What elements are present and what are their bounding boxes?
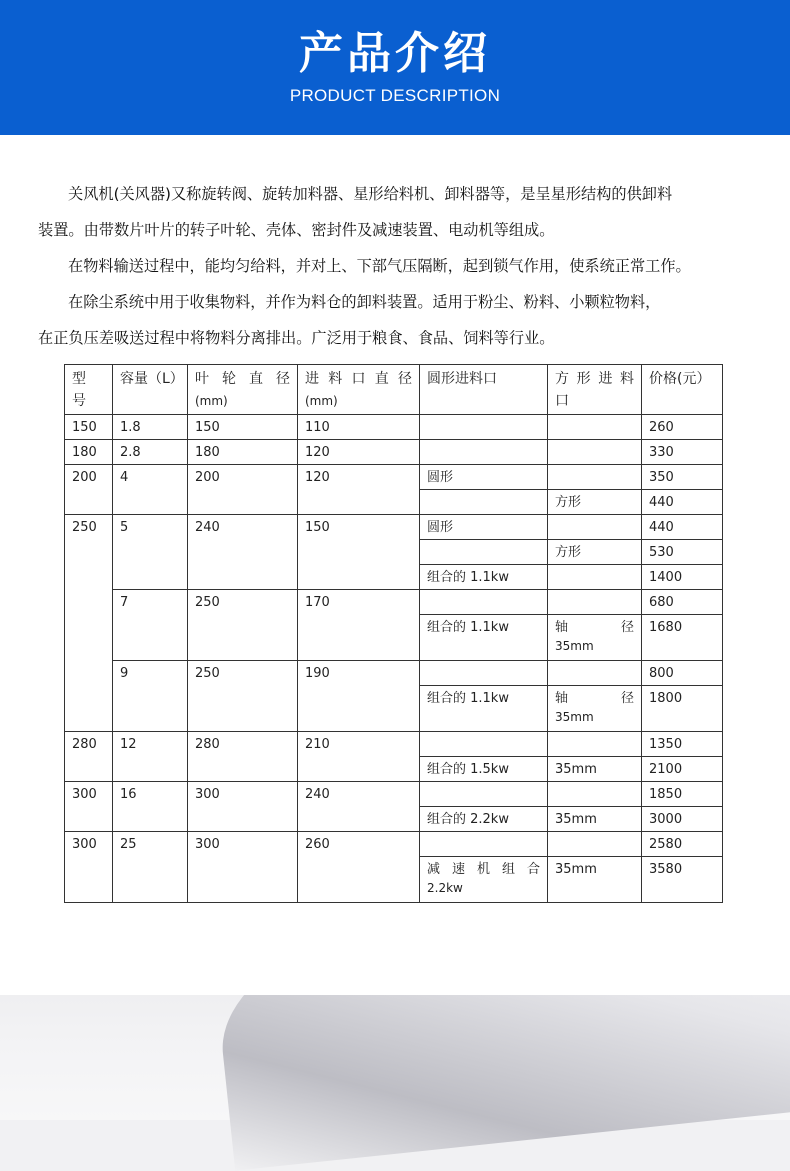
cell-round xyxy=(420,415,548,440)
cell-price: 440 xyxy=(642,490,723,515)
cell-model: 200 xyxy=(65,465,113,515)
cell-square: 35mm xyxy=(548,757,642,782)
header-capacity: 容量（L） xyxy=(113,365,188,415)
cell-capacity: 25 xyxy=(113,832,188,903)
cell-price: 680 xyxy=(642,590,723,615)
intro-paragraph-1-line-2: 装置。由带数片叶片的转子叶轮、壳体、密封件及减速装置、电动机等组成。 xyxy=(38,221,555,239)
cell-capacity: 5 xyxy=(113,515,188,590)
cell-impeller: 300 xyxy=(188,832,298,903)
cell-square: 35mm xyxy=(548,807,642,832)
cell-square: 方形 xyxy=(548,490,642,515)
table-row xyxy=(65,782,723,807)
cell-round xyxy=(420,490,548,515)
cell-inlet: 190 xyxy=(298,661,420,732)
cell-price: 1850 xyxy=(642,782,723,807)
cell-round xyxy=(420,540,548,565)
cell-price: 440 xyxy=(642,515,723,540)
table-row xyxy=(65,732,723,757)
cell-round xyxy=(420,440,548,465)
cell-inlet: 240 xyxy=(298,782,420,832)
cell-square xyxy=(548,732,642,757)
cell-price: 2580 xyxy=(642,832,723,857)
cell-round: 圆形 xyxy=(420,515,548,540)
cell-price: 1400 xyxy=(642,565,723,590)
cell-capacity: 12 xyxy=(113,732,188,782)
cell-round xyxy=(420,732,548,757)
header-inlet-diameter: 进 料 口 直 径 (mm) xyxy=(298,365,420,415)
cell-capacity: 4 xyxy=(113,465,188,515)
shaft-size: 35mm xyxy=(555,710,594,724)
cell-price: 530 xyxy=(642,540,723,565)
cell-price: 260 xyxy=(642,415,723,440)
cell-inlet: 210 xyxy=(298,732,420,782)
cell-round: 圆形 xyxy=(420,465,548,490)
header-round-inlet: 圆形进料口 xyxy=(420,365,548,415)
table-row xyxy=(65,661,723,686)
header-square-inlet: 方 形 进 料 口 xyxy=(548,365,642,415)
cell-inlet: 170 xyxy=(298,590,420,661)
cell-impeller: 200 xyxy=(188,465,298,515)
cell-model: 150 xyxy=(65,415,113,440)
cell-round xyxy=(420,590,548,615)
cell-inlet: 120 xyxy=(298,465,420,515)
cell-square xyxy=(548,782,642,807)
cell-square xyxy=(548,615,642,661)
cell-price: 800 xyxy=(642,661,723,686)
cell-impeller: 250 xyxy=(188,590,298,661)
cell-square xyxy=(548,515,642,540)
diameter-label: 径 xyxy=(620,691,634,706)
cell-square: 方形 xyxy=(548,540,642,565)
cell-square: 35mm xyxy=(548,857,642,903)
cell-round xyxy=(420,832,548,857)
spec-table xyxy=(64,364,723,903)
cell-impeller: 280 xyxy=(188,732,298,782)
cell-round: 组合的 2.2kw xyxy=(420,807,548,832)
cell-square xyxy=(548,590,642,615)
intro-paragraph-2: 在物料输送过程中，能均匀给料，并对上、下部气压隔断，起到锁气作用，使系统正常工作。 xyxy=(68,257,691,275)
cell-square xyxy=(548,832,642,857)
cell-square xyxy=(548,465,642,490)
cell-round xyxy=(420,782,548,807)
cell-price: 2100 xyxy=(642,757,723,782)
cell-inlet: 110 xyxy=(298,415,420,440)
header-price: 价格(元） xyxy=(642,365,723,415)
cell-square xyxy=(548,565,642,590)
table-row xyxy=(65,515,723,540)
shaft-label: 轴 xyxy=(555,620,569,635)
cell-price: 3000 xyxy=(642,807,723,832)
header-model: 型 号 xyxy=(65,365,113,415)
cell-impeller: 150 xyxy=(188,415,298,440)
cell-round: 组合的 1.5kw xyxy=(420,757,548,782)
cell-model: 250 xyxy=(65,515,113,732)
cell-price: 350 xyxy=(642,465,723,490)
cell-round xyxy=(420,661,548,686)
cell-inlet: 150 xyxy=(298,515,420,590)
cell-capacity: 9 xyxy=(113,661,188,732)
table-row xyxy=(65,590,723,615)
cell-impeller: 250 xyxy=(188,661,298,732)
reducer-combo-label: 减 速 机 组 合 xyxy=(427,862,540,877)
cell-price: 1680 xyxy=(642,615,723,661)
header-banner xyxy=(0,0,790,135)
cell-round: 组合的 1.1kw xyxy=(420,615,548,661)
cell-round: 组合的 1.1kw xyxy=(420,565,548,590)
table-header-row xyxy=(65,365,723,415)
table-row xyxy=(65,415,723,440)
cell-capacity: 1.8 xyxy=(113,415,188,440)
table-row xyxy=(65,465,723,490)
cell-inlet: 120 xyxy=(298,440,420,465)
intro-text xyxy=(38,176,758,356)
cell-model: 180 xyxy=(65,440,113,465)
cell-square xyxy=(548,661,642,686)
cell-model: 300 xyxy=(65,782,113,832)
cell-square xyxy=(548,686,642,732)
cell-price: 1350 xyxy=(642,732,723,757)
header-impeller-diameter: 叶 轮 直 径 (mm) xyxy=(188,365,298,415)
cell-price: 330 xyxy=(642,440,723,465)
cell-model: 300 xyxy=(65,832,113,903)
cell-impeller: 180 xyxy=(188,440,298,465)
cell-inlet: 260 xyxy=(298,832,420,903)
cell-capacity: 7 xyxy=(113,590,188,661)
table-row xyxy=(65,832,723,857)
cell-price: 1800 xyxy=(642,686,723,732)
cell-capacity: 2.8 xyxy=(113,440,188,465)
reducer-power: 2.2kw xyxy=(427,881,463,895)
cell-capacity: 16 xyxy=(113,782,188,832)
intro-paragraph-1-line-1: 关风机(关风器)又称旋转阀、旋转加料器、星形给料机、卸料器等，是呈星形结构的供卸料 xyxy=(68,185,673,203)
cell-model: 280 xyxy=(65,732,113,782)
cell-impeller: 300 xyxy=(188,782,298,832)
intro-paragraph-3-line-2: 在正负压差吸送过程中将物料分离排出。广泛用于粮食、食品、饲料等行业。 xyxy=(38,329,555,347)
diameter-label: 径 xyxy=(620,620,634,635)
page-subtitle: PRODUCT DESCRIPTION xyxy=(289,86,501,105)
cell-round xyxy=(420,857,548,903)
cell-price: 3580 xyxy=(642,857,723,903)
intro-paragraph-3-line-1: 在除尘系统中用于收集物料，并作为料仓的卸料装置。适用于粉尘、粉料、小颗粒物料， xyxy=(68,293,661,311)
cell-round: 组合的 1.1kw xyxy=(420,686,548,732)
shaft-label: 轴 xyxy=(555,691,569,706)
shaft-size: 35mm xyxy=(555,639,594,653)
cell-impeller: 240 xyxy=(188,515,298,590)
page-title: 产品介绍 xyxy=(299,28,491,79)
cell-square xyxy=(548,415,642,440)
table-row xyxy=(65,440,723,465)
cell-square xyxy=(548,440,642,465)
